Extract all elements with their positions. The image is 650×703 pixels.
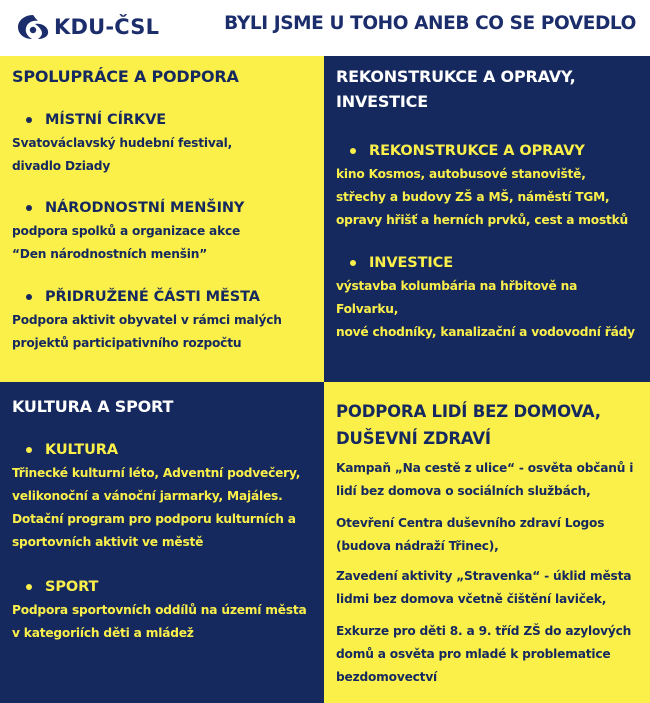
subheading-repairs: REKONSTRUKCE A OPRAVY xyxy=(336,141,642,161)
subheading-culture: KULTURA xyxy=(12,440,316,460)
section-title: PODPORA LIDÍ BEZ DOMOVA, DUŠEVNÍ ZDRAVÍ xyxy=(336,402,601,448)
text-block: Třinecké kulturní léto, Adventní podvečery, velikonoční a vánoční jarmarky, Majáles. Dotační program pro podporu kulturních a sportovních aktivit ve městě xyxy=(12,466,301,549)
swirl-logo-icon xyxy=(14,12,52,42)
text-block: Podpora sportovních oddílů na území města v kategoriích děti a mládež xyxy=(12,603,307,640)
bullet-icon xyxy=(26,584,32,590)
bullet-icon xyxy=(26,447,32,453)
paragraph: Exkurze pro děti 8. a 9. tříd ZŠ do azylových domů a osvěta pro mladé k problematice bezdomovectví xyxy=(336,624,632,684)
subheading-churches: MÍSTNÍ CÍRKVE xyxy=(12,110,316,130)
subheading-sport: SPORT xyxy=(12,577,316,597)
section-cooperation xyxy=(0,56,324,382)
bullet-icon xyxy=(350,260,356,266)
paragraph: Kampaň „Na cestě z ulice“ - osvěta občanů i lidí bez domova o sociálních službách, xyxy=(336,461,634,498)
text-block: výstavba kolumbária na hřbitově na Folvarku, nové chodníky, kanalizační a vodovodní řády xyxy=(336,279,635,339)
section-homeless-mental-health xyxy=(324,382,650,703)
header-bar xyxy=(0,0,650,56)
page-title: BYLI JSME U TOHO ANEB CO SE POVEDLO xyxy=(224,13,636,34)
section-culture-sport xyxy=(0,382,324,703)
bullet-icon xyxy=(26,294,32,300)
section-title: SPOLUPRÁCE A PODPORA xyxy=(12,67,239,86)
text-block: Svatováclavský hudební festival, divadlo Dziady xyxy=(12,136,232,173)
paragraph: Otevření Centra duševního zdraví Logos (budova nádraží Třinec), xyxy=(336,516,605,553)
section-title: REKONSTRUKCE A OPRAVY, INVESTICE xyxy=(336,67,576,111)
section-reconstruction xyxy=(324,56,650,382)
party-logo xyxy=(14,10,159,44)
logo-text: KDU-ČSL xyxy=(54,15,160,39)
text-block: Podpora aktivit obyvatel v rámci malých projektů participativního rozpočtu xyxy=(12,313,282,350)
text-block: kino Kosmos, autobusové stanoviště, střechy a budovy ZŠ a MŠ, náměstí TGM, opravy hřišť a herních prvků, cest a mostků xyxy=(336,167,629,227)
section-title: KULTURA A SPORT xyxy=(12,397,174,416)
bullet-icon xyxy=(26,117,32,123)
subheading-city-parts: PŘIDRUŽENÉ ČÁSTI MĚSTA xyxy=(12,287,316,307)
bullet-icon xyxy=(350,148,356,154)
subheading-investments: INVESTICE xyxy=(336,253,642,273)
text-block: podpora spolků a organizace akce “Den národnostních menšin” xyxy=(12,224,241,261)
paragraph: Zavedení aktivity „Stravenka“ - úklid města lidmi bez domova včetně čištění laviček, xyxy=(336,569,632,606)
bullet-icon xyxy=(26,205,32,211)
subheading-minorities: NÁRODNOSTNÍ MENŠINY xyxy=(12,198,316,218)
